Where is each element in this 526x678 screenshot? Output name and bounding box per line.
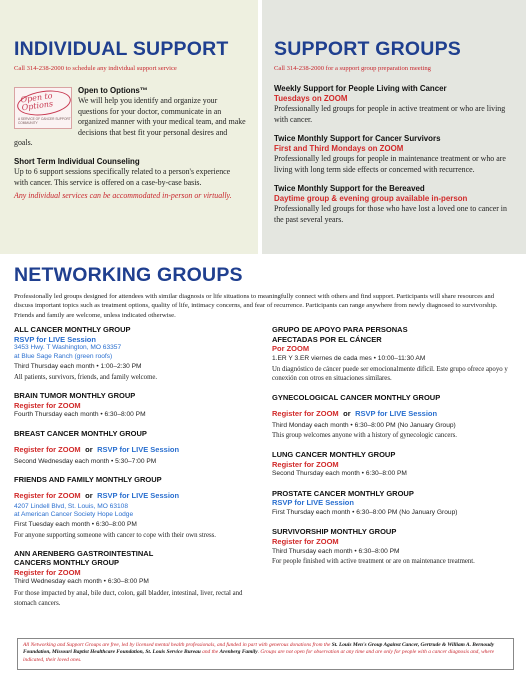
support-groups-heading: SUPPORT GROUPS	[274, 38, 461, 60]
group-time: 1.ER Y 3.ER viernes de cada mes • 10:00–11:30 AM	[272, 355, 426, 362]
support-group-schedule: Daytime group & evening group available in-person	[274, 194, 468, 204]
group-gynecological	[272, 393, 517, 441]
group-breast-cancer	[14, 429, 259, 467]
support-group-item	[274, 84, 518, 125]
group-title: ANN ARENBERG GASTROINTESTINAL	[14, 548, 154, 558]
group-title: LUNG CANCER MONTHLY GROUP	[272, 449, 396, 459]
individual-support-heading: INDIVIDUAL SUPPORT	[14, 38, 229, 60]
rsvp-live-link[interactable]: RSVP for LIVE Session	[97, 444, 180, 454]
networking-left-column	[14, 325, 259, 608]
group-title: PROSTATE CANCER MONTHLY GROUP	[272, 488, 414, 498]
register-zoom-link[interactable]: Register for ZOOM	[14, 490, 81, 500]
support-group-body: Professionally led groups for people in maintenance treatment or who are living with long term side effects or concerned with recurrence.	[274, 154, 506, 174]
support-group-title: Twice Monthly Support for the Bereaved	[274, 184, 425, 194]
group-time: First Thursday each month • 6:30–8:00 PM (No January Group)	[272, 508, 458, 516]
support-group-body: Professionally led groups for people in active treatment or who are living with cancer.	[274, 104, 506, 124]
open-to-options-title: Open to Options™	[78, 86, 148, 95]
support-group-title: Twice Monthly Support for Cancer Survivors	[274, 134, 441, 144]
group-time: Second Thursday each month • 6:30–8:00 PM	[272, 470, 407, 478]
group-description: For those impacted by anal, bile duct, colon, gall bladder, intestinal, liver, rectal and stomach cancers.	[14, 589, 243, 607]
rsvp-live-link[interactable]: RSVP for LIVE Session	[14, 334, 96, 344]
support-group-schedule: Tuesdays on ZOOM	[274, 94, 348, 103]
open-to-options-logo	[14, 87, 72, 129]
group-gastrointestinal	[14, 549, 259, 609]
group-time: First Tuesday each month • 6:30–8:00 PM	[14, 521, 137, 529]
short-term-block	[14, 157, 246, 202]
logo-script-text: Open to Options	[19, 91, 54, 113]
footer-text-2: and the	[200, 649, 220, 656]
group-friends-family	[14, 475, 259, 540]
support-group-item	[274, 134, 518, 175]
group-title: SURVIVORSHIP MONTHLY GROUP	[272, 527, 397, 537]
short-term-body: Up to 6 support sessions specifically related to a person's experience with cancer. This service is offered on a case-by-case basis.	[14, 166, 231, 187]
group-title: FRIENDS AND FAMILY MONTHLY GROUP	[14, 475, 162, 485]
or-label: or	[343, 408, 351, 418]
footer-donor-family: Arenberg Family	[219, 649, 258, 656]
group-description: For people finished with active treatment or are on maintenance treatment.	[272, 558, 475, 566]
rsvp-live-link[interactable]: RSVP for LIVE Session	[272, 498, 354, 508]
group-time: Third Thursday each month • 6:30–8:00 PM	[272, 547, 400, 555]
group-survivorship	[272, 527, 517, 566]
group-title: GRUPO DE APOYO PARA PERSONAS	[272, 325, 408, 335]
group-venue: at Blue Sage Ranch (green roofs)	[14, 353, 113, 361]
register-zoom-link[interactable]: Register for ZOOM	[14, 567, 81, 577]
support-group-title: Weekly Support for People Living with Cancer	[274, 84, 447, 93]
group-venue: at American Cancer Society Hope Lodge	[14, 511, 134, 519]
rsvp-live-link[interactable]: RSVP for LIVE Session	[355, 408, 438, 418]
footer-text-1: All Networking and Support Groups are free, led by licensed mental health professionals, and funded in part with generous donations from the	[23, 642, 332, 648]
group-time: Third Monday each month • 6:30–8:00 PM (No January Group)	[272, 421, 456, 429]
support-group-body: Professionally led groups for those who have lost a loved one to cancer in the past several years.	[274, 204, 507, 224]
networking-intro: Professionally led groups designed for attendees with similar diagnosis or life situations to meaningfully connect with others and find support. Participants will share resources and discuss important topics such as treatment options, quality of life, intimacy concerns, and fear of recurrence. Participants can range anywhere from newly diagnosed to survivorship. Friends and family are welcome, unless indicated otherwise.	[14, 293, 498, 319]
group-description: For anyone supporting someone with cancer to cope with their own stress.	[14, 531, 216, 539]
group-address: 3453 Hwy. T Washington, MO 63357	[14, 344, 122, 352]
group-description: This group welcomes anyone with a history of gynecologic cancers.	[272, 432, 457, 440]
group-title: GYNECOLOGICAL CANCER MONTHLY GROUP	[272, 393, 441, 403]
group-brain-tumor	[14, 391, 259, 421]
group-title-line2: CANCERS MONTHLY GROUP	[14, 558, 120, 568]
or-label: or	[85, 444, 93, 454]
support-call-line: Call 314-238-2000 for a support group preparation meeting	[274, 65, 431, 72]
register-zoom-link[interactable]: Register for ZOOM	[14, 444, 81, 454]
footer-text-3: . Groups are not open for observation at any time and are only for people with a cancer diagnosis and, where indicated, their loved ones.	[23, 649, 495, 663]
group-time: Third Wednesday each month • 6:30–8:00 PM	[14, 578, 149, 586]
networking-groups-section	[14, 264, 514, 607]
logo-caption: A SERVICE OF CANCER SUPPORT COMMUNITY	[18, 117, 71, 125]
networking-right-column	[272, 325, 517, 567]
group-address: 4207 Lindell Blvd, St. Louis, MO 63108	[14, 502, 128, 510]
group-time: Fourth Thursday each month • 6:30–8:00 PM	[14, 411, 146, 419]
group-prostate-cancer	[272, 489, 517, 519]
group-time: Third Thursday each month • 1:00–2:30 PM	[14, 363, 142, 370]
support-groups-panel	[262, 0, 526, 254]
open-to-options-body: We will help you identify and organize your questions for your doctor, communicate in an organized manner with your medical team, and make decisions that best fit your personal desires and goals.	[14, 96, 246, 148]
or-label: or	[85, 490, 93, 500]
register-zoom-link[interactable]: Register for ZOOM	[272, 459, 339, 469]
group-description: Un diagnóstico de cáncer puede ser emocionalmente difícil. Este grupo ofrece apoyo y conexión con otros en situaciones similares.	[272, 365, 508, 383]
rsvp-live-link[interactable]: RSVP for LIVE Session	[97, 490, 180, 500]
register-zoom-link[interactable]: Register for ZOOM	[272, 536, 339, 546]
funding-footer-note	[17, 638, 514, 670]
group-title-line2: AFECTADAS POR EL CÁNCER	[272, 334, 382, 344]
por-zoom-link[interactable]: Por ZOOM	[272, 344, 310, 354]
group-title: BRAIN TUMOR MONTHLY GROUP	[14, 391, 136, 401]
group-time: Second Wednesday each month • 5:30–7:00 PM	[14, 457, 157, 465]
register-zoom-link[interactable]: Register for ZOOM	[272, 408, 339, 418]
support-group-item	[274, 184, 518, 225]
networking-groups-heading: NETWORKING GROUPS	[14, 264, 243, 286]
group-all-cancer	[14, 325, 259, 382]
group-description: All patients, survivors, friends, and family welcome.	[14, 373, 158, 381]
support-group-schedule: First and Third Mondays on ZOOM	[274, 144, 404, 154]
register-zoom-link[interactable]: Register for ZOOM	[14, 400, 81, 410]
short-term-title: Short Term Individual Counseling	[14, 156, 140, 166]
individual-note: Any individual services can be accommodated in-person or virtually.	[14, 191, 232, 201]
group-spanish	[272, 325, 517, 384]
footer-donors: St. Louis Men's Group Against Cancer, Gertrude & William A. Bernoudy Foundation, Missouri Baptist Healthcare Foundation, St. Louis Service Bureau	[23, 642, 495, 656]
individual-call-line: Call 314-238-2000 to schedule any individual support service	[14, 65, 177, 72]
individual-support-panel	[0, 0, 258, 254]
group-title: ALL CANCER MONTHLY GROUP	[14, 325, 131, 335]
group-title: BREAST CANCER MONTHLY GROUP	[14, 428, 147, 438]
open-to-options-block	[14, 86, 246, 149]
group-lung-cancer	[272, 450, 517, 480]
